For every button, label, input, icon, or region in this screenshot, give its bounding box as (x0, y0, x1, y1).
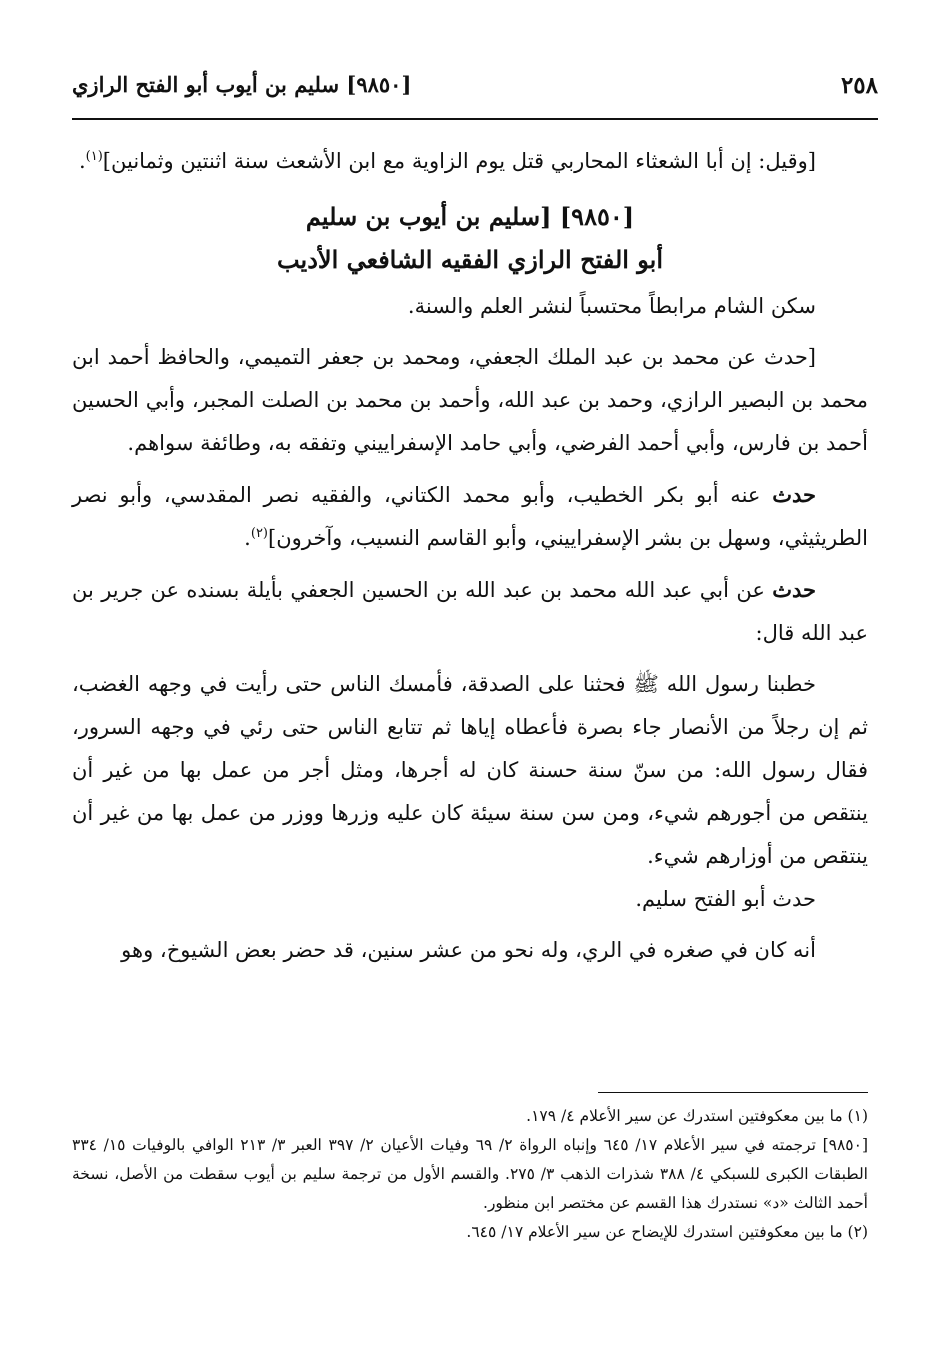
header-rule (72, 118, 878, 120)
entry-title-line-1: [٩٨٥٠] [سليم بن أيوب بن سليم (305, 202, 635, 231)
paragraph-2: [حدث عن محمد بن عبد الملك الجعفي، ومحمد بن جعفر التميمي، والحافظ أحمد ابن محمد بن البصير الرازي، وحمد بن عبد الله، وأحمد بن محمد بن الصلت المجبر، وأبي الحسين أحمد بن فارس، وأبي أحمد الفرضي، وأبي حامد الإسفراييني وتفقه به، وطائفة سواهم. (72, 345, 868, 455)
paragraph-4-lead: حدث (772, 577, 816, 602)
entry-title (72, 195, 868, 281)
paragraph-4: حدث عن أبي عبد الله محمد بن عبد الله بن الحسين الجعفي بأيلة بسنده عن جرير بن عبد الله قال: (72, 577, 868, 645)
footnotes (72, 1102, 868, 1247)
footnote-ref-1: (١) (85, 149, 103, 164)
paragraph-3: حدث عنه أبو بكر الخطيب، وأبو محمد الكتاني، والفقيه نصر المقدسي، وأبو نصر الطريثيثي، وسهل بن بشر الإسفراييني، وأبو القاسم النسيب، وآخرون]$^{(٢)}$. (72, 482, 868, 550)
paragraph-3-lead: حدث (772, 482, 816, 507)
page-header (72, 70, 878, 114)
footnote-ref-2: (٢) (250, 526, 268, 541)
footnote-1: (١) ما بين معكوفتين استدرك عن سير الأعلام ٤/ ١٧٩. (526, 1107, 868, 1125)
footnote-rule (598, 1092, 868, 1093)
paragraph-5: خطبنا رسول الله ﷺ فحثنا على الصدقة، فأمسك الناس حتى رأيت في وجهه الغضب، ثم إن رجلاً من الأنصار جاء بصرة فأعطاه إياها ثم تتابع الناس حتى رئي في وجهه السرور، فقال رسول الله: من سنّ سنة حسنة كان له أجرها، ومثل أجر من عمل بها من غير أن ينتقص من أجورهم شيء، ومن سن سنة سيئة كان عليه وزرها ووزر من عمل بها من غير أن ينتقص من أوزارهم شيء. (72, 672, 868, 868)
entry-title-line-2: أبو الفتح الرازي الفقيه الشافعي الأديب (276, 245, 664, 274)
paragraph-7: أنه كان في صغره في الري، وله نحو من عشر سنين، قد حضر بعض الشيوخ، وهو (121, 938, 816, 962)
running-title: [٩٨٥٠] سليم بن أيوب أبو الفتح الرازي (72, 72, 412, 97)
footnote-entry-sources: [٩٨٥٠] ترجمته في سير الأعلام ١٧/ ٦٤٥ وإنباه الرواة ٢/ ٦٩ وفيات الأعيان ٢/ ٣٩٧ العبر ٣/ ٢١٣ الوافي بالوفيات ١٥/ ٣٣٤ الطبقات الكبرى للسبكي ٤/ ٣٨٨ شذرات الذهب ٣/ ٢٧٥. والقسم الأول من ترجمة سليم بن أيوب سقطت من الأصل، نسخة أحمد الثالث «د» نستدرك هذا القسم عن مختصر ابن منظور. (72, 1136, 868, 1212)
footnote-2: (٢) ما بين معكوفتين استدرك للإيضاح عن سير الأعلام ١٧/ ٦٤٥. (466, 1223, 868, 1241)
paragraph-6: حدث أبو الفتح سليم. (635, 887, 816, 911)
main-text (72, 140, 868, 972)
paragraph-1: سكن الشام مرابطاً محتسباً لنشر العلم والسنة. (407, 294, 816, 318)
intro-paragraph: [وقيل: إن أبا الشعثاء المحاربي قتل يوم الزاوية مع ابن الأشعث سنة اثنتين وثمانين]$^{(١)}$. (78, 149, 816, 173)
page-number: ٢٥٨ (840, 72, 878, 99)
